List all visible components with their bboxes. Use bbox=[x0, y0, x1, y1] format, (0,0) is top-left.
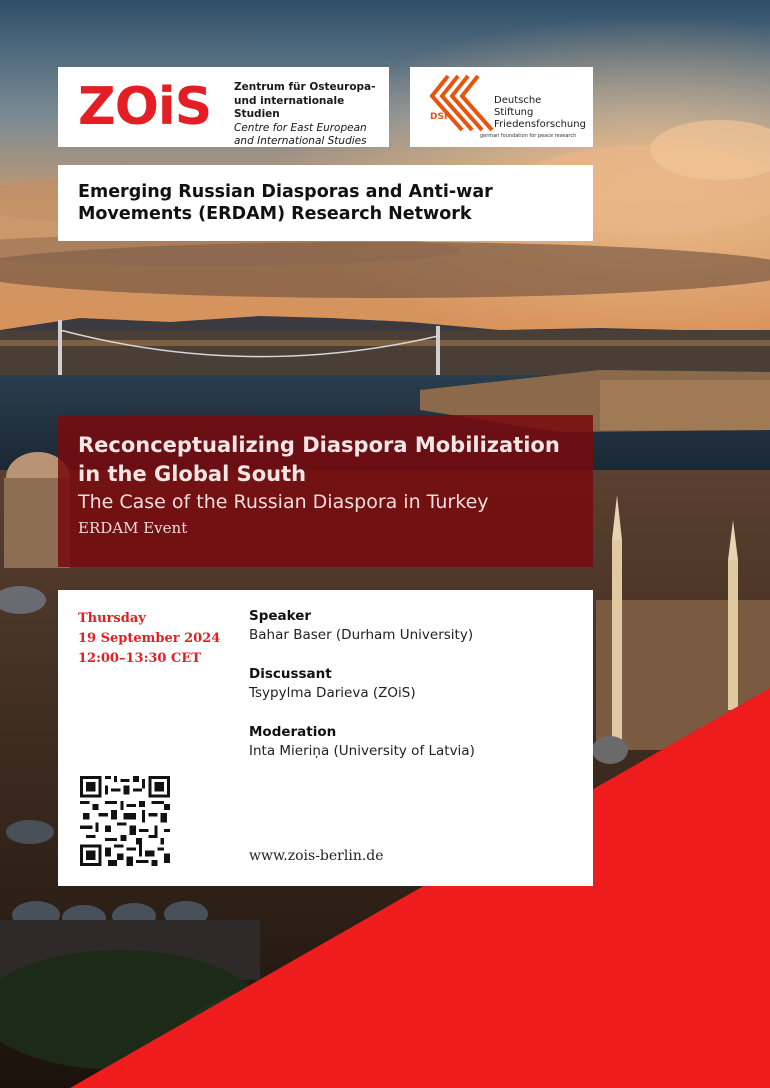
person-name: Inta Mieriņa (University of Latvia) bbox=[249, 743, 475, 759]
event-subtitle: The Case of the Russian Diaspora in Turkey bbox=[78, 491, 489, 513]
dsf-line-2: Stiftung bbox=[494, 107, 534, 118]
event-date: 19 September 2024 bbox=[78, 631, 221, 646]
zois-line-3: Centre for East European bbox=[234, 121, 367, 134]
person-entry-speaker bbox=[249, 607, 475, 645]
person-name: Bahar Baser (Durham University) bbox=[249, 627, 474, 643]
zois-line-2: und internationale Studien bbox=[234, 94, 345, 120]
event-info-panel bbox=[58, 590, 593, 886]
network-title: Emerging Russian Diasporas and Anti-war Movements (ERDAM) Research Network bbox=[78, 182, 493, 224]
person-entry-moderation bbox=[249, 723, 475, 761]
event-time: 12:00–13:30 CET bbox=[78, 651, 201, 666]
network-title-box bbox=[58, 165, 593, 241]
zois-line-4: and International Studies bbox=[234, 135, 367, 147]
dsf-stripes-logo-icon bbox=[430, 74, 494, 132]
qr-code-icon[interactable] bbox=[80, 776, 170, 866]
dsf-abbreviation: DSF bbox=[430, 112, 451, 122]
dsf-tagline: german foundation for peace research bbox=[480, 133, 577, 139]
zois-logo-box bbox=[58, 67, 389, 147]
event-title: Reconceptualizing Diaspora Mobilization in the Global South bbox=[78, 433, 560, 486]
dsf-line-3: Friedensforschung bbox=[494, 119, 586, 130]
event-schedule bbox=[78, 609, 220, 669]
role-label: Discussant bbox=[249, 666, 332, 682]
event-title-panel bbox=[58, 415, 593, 567]
website-link[interactable]: www.zois-berlin.de bbox=[249, 848, 384, 864]
event-tag: ERDAM Event bbox=[78, 519, 188, 537]
dsf-logo-box bbox=[410, 67, 593, 147]
person-entry-discussant bbox=[249, 665, 475, 703]
event-day: Thursday bbox=[78, 611, 146, 626]
zois-wordmark: ZOiS bbox=[78, 77, 212, 137]
dsf-line-1: Deutsche bbox=[494, 95, 542, 106]
person-name: Tsypylma Darieva (ZOiS) bbox=[249, 685, 416, 701]
role-label: Moderation bbox=[249, 724, 337, 740]
people-list bbox=[249, 607, 475, 781]
dsf-name bbox=[494, 95, 586, 131]
zois-line-1: Zentrum für Osteuropa- bbox=[234, 81, 376, 93]
role-label: Speaker bbox=[249, 608, 312, 624]
zois-institute-name bbox=[234, 81, 389, 149]
